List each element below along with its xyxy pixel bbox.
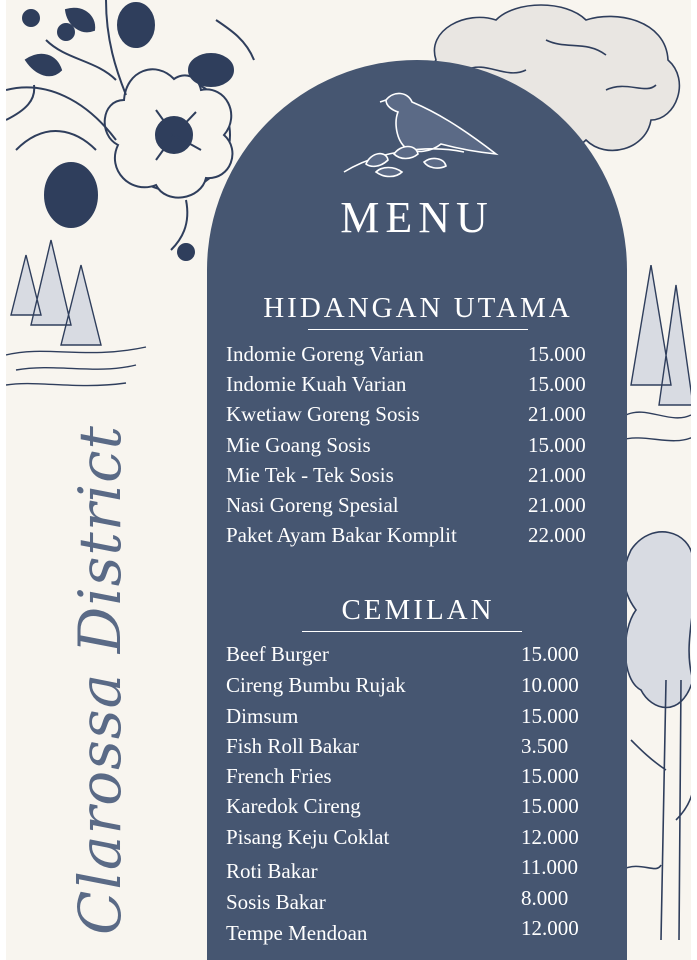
menu-item-name: Karedok Cireng bbox=[226, 794, 361, 818]
menu-item-name: Nasi Goreng Spesial bbox=[226, 493, 399, 517]
menu-item-price: 15.000 bbox=[528, 433, 586, 457]
menu-item-name: French Fries bbox=[226, 764, 332, 788]
tree-illustration-right bbox=[621, 265, 691, 455]
menu-item-name: Dimsum bbox=[226, 704, 299, 728]
bird-icon bbox=[336, 82, 506, 187]
menu-item-name: Mie Tek - Tek Sosis bbox=[226, 463, 394, 487]
menu-item-name: Indomie Kuah Varian bbox=[226, 372, 407, 396]
menu-item-price: 22.000 bbox=[528, 523, 586, 547]
menu-item-name: Kwetiaw Goreng Sosis bbox=[226, 402, 420, 426]
section-title-snacks: CEMILAN bbox=[341, 594, 495, 626]
section-divider bbox=[302, 631, 522, 632]
menu-item-price: 21.000 bbox=[528, 402, 586, 426]
menu-item-price: 21.000 bbox=[528, 463, 586, 487]
menu-item-name: Fish Roll Bakar bbox=[226, 734, 360, 758]
menu-item-price: 8.000 bbox=[521, 886, 569, 910]
menu-item-price: 15.000 bbox=[528, 372, 586, 396]
menu-item-name: Paket Ayam Bakar Komplit bbox=[226, 523, 457, 547]
menu-item-name: Sosis Bakar bbox=[226, 890, 326, 914]
menu-item-price: 3.500 bbox=[521, 734, 569, 758]
menu-item-price: 15.000 bbox=[528, 342, 586, 366]
menu-item-name: Pisang Keju Coklat bbox=[226, 825, 390, 849]
menu-item-name: Roti Bakar bbox=[226, 859, 318, 883]
menu-item-price: 21.000 bbox=[528, 493, 586, 517]
tree-illustration-left bbox=[6, 235, 156, 395]
section-divider bbox=[308, 329, 528, 330]
menu-item-price: 15.000 bbox=[521, 704, 579, 728]
menu-item-price: 11.000 bbox=[521, 855, 578, 879]
tree-illustration-bottom-right bbox=[621, 520, 691, 940]
menu-item-name: Mie Goang Sosis bbox=[226, 433, 371, 457]
menu-item-price: 15.000 bbox=[521, 794, 579, 818]
section-title-main: HIDANGAN UTAMA bbox=[263, 292, 573, 324]
menu-item-price: 12.000 bbox=[521, 825, 579, 849]
menu-item-price: 10.000 bbox=[521, 673, 579, 697]
menu-item-price: 15.000 bbox=[521, 764, 579, 788]
menu-item-name: Beef Burger bbox=[226, 642, 329, 666]
menu-title: MENU bbox=[340, 193, 494, 242]
menu-item-name: Indomie Goreng Varian bbox=[226, 342, 424, 366]
menu-item-price: 15.000 bbox=[521, 642, 579, 666]
brand-name: Clarossa District bbox=[66, 425, 134, 935]
menu-item-name: Tempe Mendoan bbox=[226, 921, 368, 945]
menu-item-name: Cireng Bumbu Rujak bbox=[226, 673, 406, 697]
menu-item-price: 12.000 bbox=[521, 916, 579, 940]
menu-page bbox=[6, 0, 691, 960]
